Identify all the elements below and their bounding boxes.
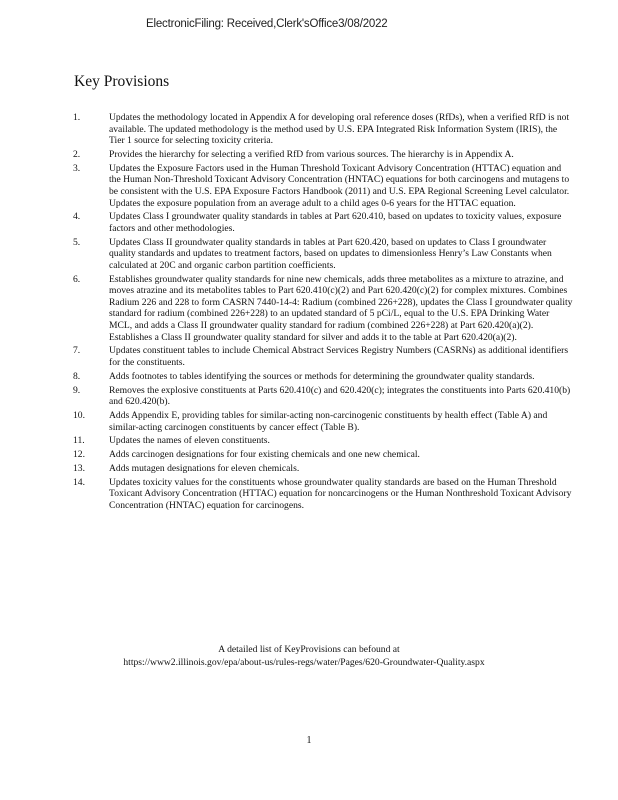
provision-item bbox=[73, 371, 573, 383]
provision-number: 4. bbox=[73, 211, 81, 223]
provision-number: 12. bbox=[73, 449, 85, 461]
footnote-url-link[interactable]: https://www2.illinois.gov/epa/about-us/rules-regs/water/Pages/620-Groundwater-Quality.aspx bbox=[123, 657, 485, 668]
provision-item bbox=[73, 410, 573, 433]
provision-text: Adds carcinogen designations for four existing chemicals and one new chemical. bbox=[109, 449, 420, 461]
provision-item bbox=[73, 435, 573, 447]
provision-item bbox=[73, 237, 573, 272]
provision-text: Updates Class I groundwater quality standards in tables at Part 620.410, based on updates to toxicity values, exposure factors and other methodologies. bbox=[109, 211, 562, 234]
provision-number: 5. bbox=[73, 236, 81, 248]
provision-number: 11. bbox=[73, 435, 85, 447]
provision-text: Updates Class II groundwater quality standards in tables at Part 620.420, based on updates to Class I groundwater quality standards and updates to treatment factors, based on updates to dimensionless Henry’s Law Constants when calculated at 20C and organic carbon partition coefficients. bbox=[109, 236, 552, 271]
section-title: Key Provisions bbox=[74, 73, 170, 90]
provision-number: 6. bbox=[73, 273, 81, 285]
provision-number: 2. bbox=[73, 148, 81, 160]
provision-item bbox=[73, 385, 573, 408]
provision-text: Establishes groundwater quality standards for nine new chemicals, adds three metabolites as a mixture to atrazine, and moves atrazine and its metabolites tables to Part 620.410(c)(2) and Part 620.420(c)(2) for complex mixtures. Combines Radium 226 and 228 to form CASRN 7440-14-4: Radium (combined 226+228), updates the Class I groundwater quality standard for radium (combined 226+228) to an updated standard of 5 pCi/L, equal to the U.S. EPA Drinking Water MCL, and adds a Class II groundwater quality standard for radium (combined 226+228) at Part 620.420(a)(2). Establishes a Class II groundwater quality standard for silver and adds it to the table at Part 620.420(a)(2). bbox=[109, 273, 573, 343]
provision-item bbox=[73, 463, 573, 475]
provision-item bbox=[73, 345, 573, 368]
provision-text: Updates the names of eleven constituents. bbox=[109, 435, 270, 447]
provision-number: 13. bbox=[73, 462, 85, 474]
provision-text: Adds footnotes to tables identifying the sources or methods for determining the groundwater quality standards. bbox=[109, 370, 535, 382]
provision-item bbox=[73, 274, 573, 344]
provision-text: Removes the explosive constituents at Parts 620.410(c) and 620.420(c); integrates the constituents into Parts 620.410(b) and 620.420(b). bbox=[109, 384, 571, 408]
provision-number: 8. bbox=[73, 370, 81, 382]
provision-number: 1. bbox=[73, 112, 81, 123]
provision-item bbox=[73, 163, 573, 209]
provision-text: Updates the methodology located in Appendix A for developing oral reference doses (RfDs), when a verified RfD is not available. The updated methodology is the method used by U.S. EPA Integrated Risk Information System (IRIS), the Tier 1 source for selecting toxicity criteria. bbox=[109, 112, 570, 147]
provision-item bbox=[73, 112, 573, 147]
filing-stamp-header: ElectronicFiling: Received,Clerk'sOffice3/08/2022 bbox=[146, 18, 388, 30]
provision-number: 9. bbox=[73, 384, 81, 396]
provisions-list bbox=[73, 112, 573, 514]
provision-text: Updates constituent tables to include Chemical Abstract Services Registry Numbers (CASRNs) as additional identifiers for the constituents. bbox=[109, 345, 569, 368]
page-number: 1 bbox=[306, 735, 312, 746]
provision-number: 7. bbox=[73, 345, 81, 357]
provision-item bbox=[73, 449, 573, 461]
provision-item bbox=[73, 477, 573, 512]
provision-text: Updates toxicity values for the constituents whose groundwater quality standards are based on the Human Threshold Toxicant Advisory Concentration (HTTAC) equation for noncarcinogens or the Human Nonthreshold Toxicant Advisory Concentration (HNTAC) equation for carcinogens. bbox=[109, 476, 572, 511]
footnote bbox=[0, 643, 618, 669]
provision-number: 10. bbox=[73, 409, 85, 421]
provision-text: Adds Appendix E, providing tables for similar-acting non-carcinogenic constituents by health effect (Table A) and similar-acting carcinogen constituents by cancer effect (Table B). bbox=[109, 409, 548, 433]
provision-text: Adds mutagen designations for eleven chemicals. bbox=[109, 462, 300, 474]
provision-text: Provides the hierarchy for selecting a verified RfD from various sources. The hierarchy is in Appendix A. bbox=[109, 148, 514, 160]
provision-item bbox=[73, 149, 573, 161]
provision-item bbox=[73, 211, 573, 234]
provision-number: 14. bbox=[73, 476, 85, 488]
provision-text: Updates the Exposure Factors used in the Human Threshold Toxicant Advisory Concentration (HTTAC) equation and the Human Non-Threshold Toxicant Advisory Concentration (HNTAC) equations for both carcinogens and mutagens to be consistent with the U.S. EPA Exposure Factors Handbook (2011) and U.S. EPA Regional Screening Level calculator. Updates the exposure population from an average adult to a child ages 0-6 years for the HTTAC equation. bbox=[109, 162, 570, 209]
provision-number: 3. bbox=[73, 162, 81, 174]
footnote-text: A detailed list of KeyProvisions can befound at bbox=[218, 644, 400, 655]
